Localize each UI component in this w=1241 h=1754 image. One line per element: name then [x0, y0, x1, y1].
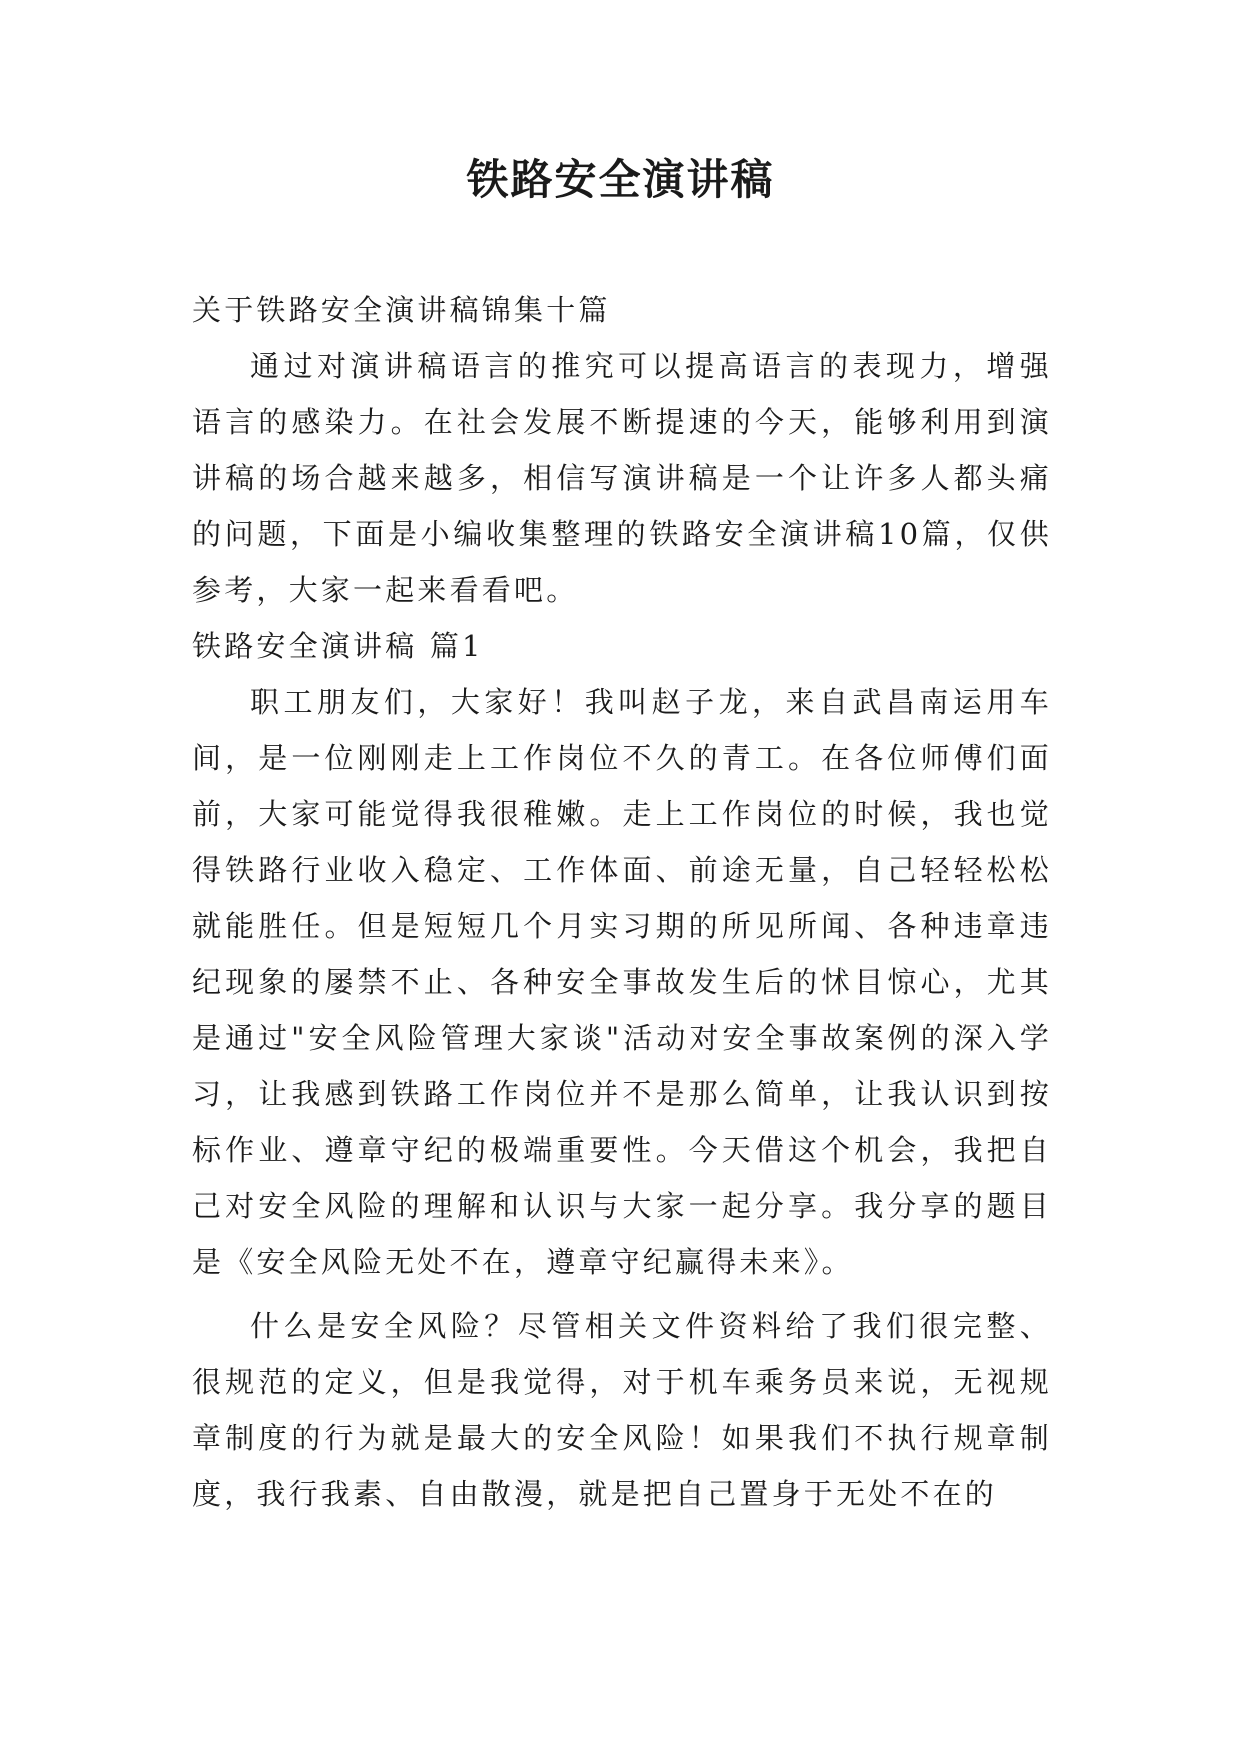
document-body: [192, 282, 1052, 1522]
document-title: 铁路安全演讲稿: [466, 155, 775, 204]
section-heading: 铁路安全演讲稿 篇1: [192, 629, 484, 663]
document-subtitle: 关于铁路安全演讲稿锦集十篇: [192, 293, 611, 327]
body-paragraph: 职工朋友们，大家好！我叫赵子龙，来自武昌南运用车间，是一位刚刚走上工作岗位不久的青工。在各位师傅们面前，大家可能觉得我很稚嫩。走上工作岗位的时候，我也觉得铁路行业收入稳定、工作体面、前途无量，自己轻轻松松就能胜任。但是短短几个月实习期的所见所闻、各种违章违纪现象的屡禁不止、各种安全事故发生后的怵目惊心，尤其是通过"安全风险管理大家谈"活动对安全事故案例的深入学习，让我感到铁路工作岗位并不是那么简单，让我认识到按标作业、遵章守纪的极端重要性。今天借这个机会，我把自己对安全风险的理解和认识与大家一起分享。我分享的题目是《安全风险无处不在，遵章守纪赢得未来》。: [192, 685, 1052, 1279]
intro-paragraph: 通过对演讲稿语言的推究可以提高语言的表现力，增强语言的感染力。在社会发展不断提速的今天，能够利用到演讲稿的场合越来越多，相信写演讲稿是一个让许多人都头痛的问题，下面是小编收集整理的铁路安全演讲稿10篇，仅供参考，大家一起来看看吧。: [192, 349, 1052, 607]
body-paragraph: 什么是安全风险？尽管相关文件资料给了我们很完整、很规范的定义，但是我觉得，对于机车乘务员来说，无视规章制度的行为就是最大的安全风险！如果我们不执行规章制度，我行我素、自由散漫，就是把自己置身于无处不在的: [192, 1309, 1052, 1511]
